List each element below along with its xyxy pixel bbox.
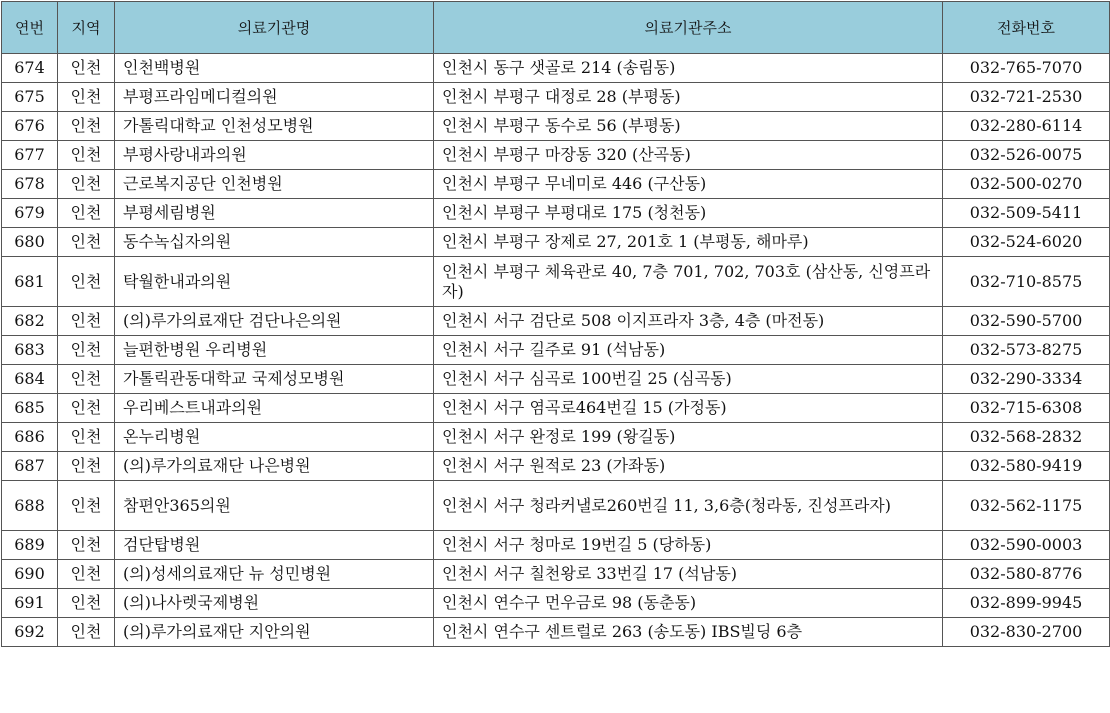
row-institution-address: 인천시 부평구 마장동 320 (산곡동): [434, 141, 943, 170]
row-institution-name: 늘편한병원 우리병원: [115, 336, 434, 365]
row-phone: 032-590-5700: [943, 307, 1110, 336]
row-institution-name: 부평세림병원: [115, 199, 434, 228]
table-row: [2, 589, 1110, 618]
row-institution-name: 가톨릭대학교 인천성모병원: [115, 112, 434, 141]
row-institution-name: (의)나사렛국제병원: [115, 589, 434, 618]
table-row: [2, 141, 1110, 170]
row-number: 686: [2, 423, 58, 452]
row-phone: 032-526-0075: [943, 141, 1110, 170]
row-number: 691: [2, 589, 58, 618]
row-institution-name: (의)루가의료재단 나은병원: [115, 452, 434, 481]
row-institution-address: 인천시 부평구 대정로 28 (부평동): [434, 83, 943, 112]
row-phone: 032-562-1175: [943, 481, 1110, 531]
row-phone: 032-721-2530: [943, 83, 1110, 112]
row-region: 인천: [58, 618, 115, 647]
row-institution-name: 검단탑병원: [115, 531, 434, 560]
row-region: 인천: [58, 336, 115, 365]
row-institution-name: (의)루가의료재단 검단나은의원: [115, 307, 434, 336]
table-row: [2, 336, 1110, 365]
row-institution-address: 인천시 부평구 부평대로 175 (청천동): [434, 199, 943, 228]
row-phone: 032-500-0270: [943, 170, 1110, 199]
table-row: [2, 170, 1110, 199]
medical-institutions-table: [1, 1, 1110, 647]
table-body: [2, 54, 1110, 647]
row-region: 인천: [58, 307, 115, 336]
column-header-phone: 전화번호: [943, 2, 1110, 54]
row-institution-address: 인천시 부평구 체육관로 40, 7층 701, 702, 703호 (삼산동, 신영프라자): [434, 257, 943, 307]
row-institution-address: 인천시 부평구 장제로 27, 201호 1 (부평동, 해마루): [434, 228, 943, 257]
row-number: 680: [2, 228, 58, 257]
row-number: 684: [2, 365, 58, 394]
row-institution-address: 인천시 서구 길주로 91 (석남동): [434, 336, 943, 365]
row-number: 685: [2, 394, 58, 423]
table-row: [2, 228, 1110, 257]
row-region: 인천: [58, 141, 115, 170]
row-institution-name: 온누리병원: [115, 423, 434, 452]
row-institution-address: 인천시 동구 샛골로 214 (송림동): [434, 54, 943, 83]
table-row: [2, 560, 1110, 589]
row-institution-address: 인천시 서구 청마로 19번길 5 (당하동): [434, 531, 943, 560]
row-number: 683: [2, 336, 58, 365]
table-row: [2, 199, 1110, 228]
row-institution-name: 부평프라임메디컬의원: [115, 83, 434, 112]
table-header-row: [2, 2, 1110, 54]
row-institution-address: 인천시 서구 염곡로464번길 15 (가정동): [434, 394, 943, 423]
row-number: 677: [2, 141, 58, 170]
column-header-region: 지역: [58, 2, 115, 54]
row-institution-address: 인천시 연수구 먼우금로 98 (동춘동): [434, 589, 943, 618]
row-institution-name: 동수녹십자의원: [115, 228, 434, 257]
row-region: 인천: [58, 531, 115, 560]
row-number: 689: [2, 531, 58, 560]
row-phone: 032-580-9419: [943, 452, 1110, 481]
row-institution-address: 인천시 부평구 무네미로 446 (구산동): [434, 170, 943, 199]
row-phone: 032-524-6020: [943, 228, 1110, 257]
row-institution-name: (의)루가의료재단 지안의원: [115, 618, 434, 647]
table-row: [2, 307, 1110, 336]
row-number: 687: [2, 452, 58, 481]
table-row: [2, 481, 1110, 531]
row-phone: 032-290-3334: [943, 365, 1110, 394]
row-institution-name: 참편안365의원: [115, 481, 434, 531]
row-number: 674: [2, 54, 58, 83]
row-institution-address: 인천시 서구 검단로 508 이지프라자 3층, 4층 (마전동): [434, 307, 943, 336]
row-region: 인천: [58, 365, 115, 394]
row-region: 인천: [58, 560, 115, 589]
row-region: 인천: [58, 423, 115, 452]
row-institution-name: 부평사랑내과의원: [115, 141, 434, 170]
row-phone: 032-280-6114: [943, 112, 1110, 141]
table-row: [2, 531, 1110, 560]
row-institution-name: (의)성세의료재단 뉴 성민병원: [115, 560, 434, 589]
row-phone: 032-580-8776: [943, 560, 1110, 589]
row-number: 682: [2, 307, 58, 336]
row-number: 692: [2, 618, 58, 647]
row-region: 인천: [58, 394, 115, 423]
row-number: 688: [2, 481, 58, 531]
table-row: [2, 112, 1110, 141]
table-row: [2, 452, 1110, 481]
row-number: 678: [2, 170, 58, 199]
row-region: 인천: [58, 452, 115, 481]
row-phone: 032-715-6308: [943, 394, 1110, 423]
row-region: 인천: [58, 589, 115, 618]
row-institution-address: 인천시 서구 원적로 23 (가좌동): [434, 452, 943, 481]
row-region: 인천: [58, 112, 115, 141]
row-region: 인천: [58, 199, 115, 228]
row-institution-address: 인천시 부평구 동수로 56 (부평동): [434, 112, 943, 141]
row-number: 675: [2, 83, 58, 112]
row-number: 690: [2, 560, 58, 589]
row-institution-name: 탁월한내과의원: [115, 257, 434, 307]
table-row: [2, 257, 1110, 307]
row-institution-name: 인천백병원: [115, 54, 434, 83]
table-row: [2, 365, 1110, 394]
row-phone: 032-710-8575: [943, 257, 1110, 307]
row-region: 인천: [58, 54, 115, 83]
row-phone: 032-509-5411: [943, 199, 1110, 228]
table-row: [2, 618, 1110, 647]
row-institution-address: 인천시 서구 청라커낼로260번길 11, 3,6층(청라동, 진성프라자): [434, 481, 943, 531]
row-region: 인천: [58, 83, 115, 112]
row-institution-address: 인천시 서구 심곡로 100번길 25 (심곡동): [434, 365, 943, 394]
row-region: 인천: [58, 257, 115, 307]
table-row: [2, 54, 1110, 83]
row-region: 인천: [58, 170, 115, 199]
row-phone: 032-590-0003: [943, 531, 1110, 560]
column-header-institution-name: 의료기관명: [115, 2, 434, 54]
row-institution-address: 인천시 서구 완정로 199 (왕길동): [434, 423, 943, 452]
table-row: [2, 423, 1110, 452]
row-institution-address: 인천시 연수구 센트럴로 263 (송도동) IBS빌딩 6층: [434, 618, 943, 647]
row-number: 679: [2, 199, 58, 228]
row-region: 인천: [58, 228, 115, 257]
column-header-institution-address: 의료기관주소: [434, 2, 943, 54]
column-header-number: 연번: [2, 2, 58, 54]
row-phone: 032-830-2700: [943, 618, 1110, 647]
row-number: 676: [2, 112, 58, 141]
row-institution-name: 우리베스트내과의원: [115, 394, 434, 423]
row-institution-name: 근로복지공단 인천병원: [115, 170, 434, 199]
row-phone: 032-568-2832: [943, 423, 1110, 452]
row-phone: 032-573-8275: [943, 336, 1110, 365]
row-institution-name: 가톨릭관동대학교 국제성모병원: [115, 365, 434, 394]
row-phone: 032-765-7070: [943, 54, 1110, 83]
row-region: 인천: [58, 481, 115, 531]
row-institution-address: 인천시 서구 칠천왕로 33번길 17 (석남동): [434, 560, 943, 589]
row-phone: 032-899-9945: [943, 589, 1110, 618]
row-number: 681: [2, 257, 58, 307]
table-row: [2, 394, 1110, 423]
table-row: [2, 83, 1110, 112]
